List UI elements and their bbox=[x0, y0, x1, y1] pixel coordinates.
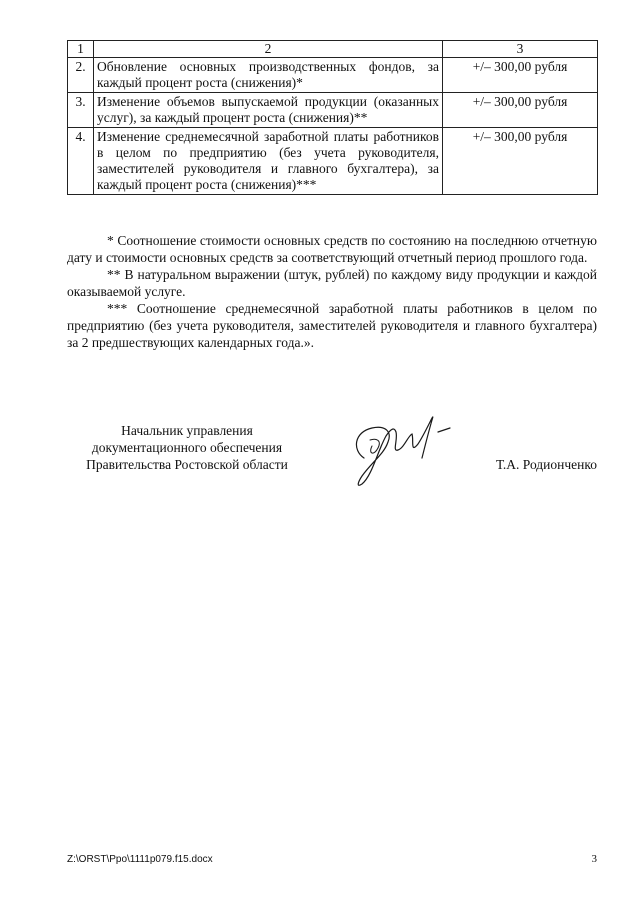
footnote-3: *** Соотношение среднемесячной заработной платы работников в целом по предприятию (без учета руководителя, заместителей руководителя и главного бухгалтера) за 2 предшествующих календарных года.». bbox=[67, 301, 597, 350]
row-number: 2. bbox=[68, 58, 94, 93]
footnote-1: * Соотношение стоимости основных средств по состоянию на последнюю отчетную дату и стоимости основных средств за соответствующий отчетный период прошлого года. bbox=[67, 233, 597, 265]
signatory-name: Т.А. Родионченко bbox=[496, 457, 597, 472]
table-row bbox=[68, 128, 598, 195]
table-row bbox=[68, 93, 598, 128]
signatory-title-line: документационного обеспечения bbox=[91, 440, 283, 455]
row-description: Обновление основных производственных фондов, за каждый процент роста (снижения)* bbox=[94, 58, 443, 93]
table-header-row bbox=[68, 41, 598, 58]
row-value: +/– 300,00 рубля bbox=[443, 58, 598, 93]
table-row bbox=[68, 58, 598, 93]
row-value: +/– 300,00 рубля bbox=[443, 93, 598, 128]
signatory-title-line: Правительства Ростовской области bbox=[86, 457, 288, 472]
row-description: Изменение объемов выпускаемой продукции (оказанных услуг), за каждый процент роста (снижения)** bbox=[94, 93, 443, 128]
footnotes bbox=[67, 232, 597, 351]
row-description: Изменение среднемесячной заработной платы работников в целом по предприятию (без учета руководителя, заместителей руководителя и главного бухгалтера), за каждый процент роста (снижения)*** bbox=[94, 128, 443, 195]
table-header-cell: 3 bbox=[443, 41, 598, 58]
row-number: 4. bbox=[68, 128, 94, 195]
table-header-cell: 2 bbox=[94, 41, 443, 58]
row-value: +/– 300,00 рубля bbox=[443, 128, 598, 195]
signatory-title-line: Начальник управления bbox=[121, 423, 253, 438]
row-number: 3. bbox=[68, 93, 94, 128]
table-header-cell: 1 bbox=[68, 41, 94, 58]
footnote-2: ** В натуральном выражении (штук, рублей) по каждому виду продукции и каждой оказываемой услуге. bbox=[67, 267, 597, 299]
signatory-title bbox=[67, 422, 307, 473]
indicators-table bbox=[67, 40, 598, 195]
handwritten-signature bbox=[342, 410, 454, 490]
footer-file-path: Z:\ORST\Ppo\1111p079.f15.docx bbox=[67, 854, 213, 865]
page-number: 3 bbox=[591, 853, 597, 865]
